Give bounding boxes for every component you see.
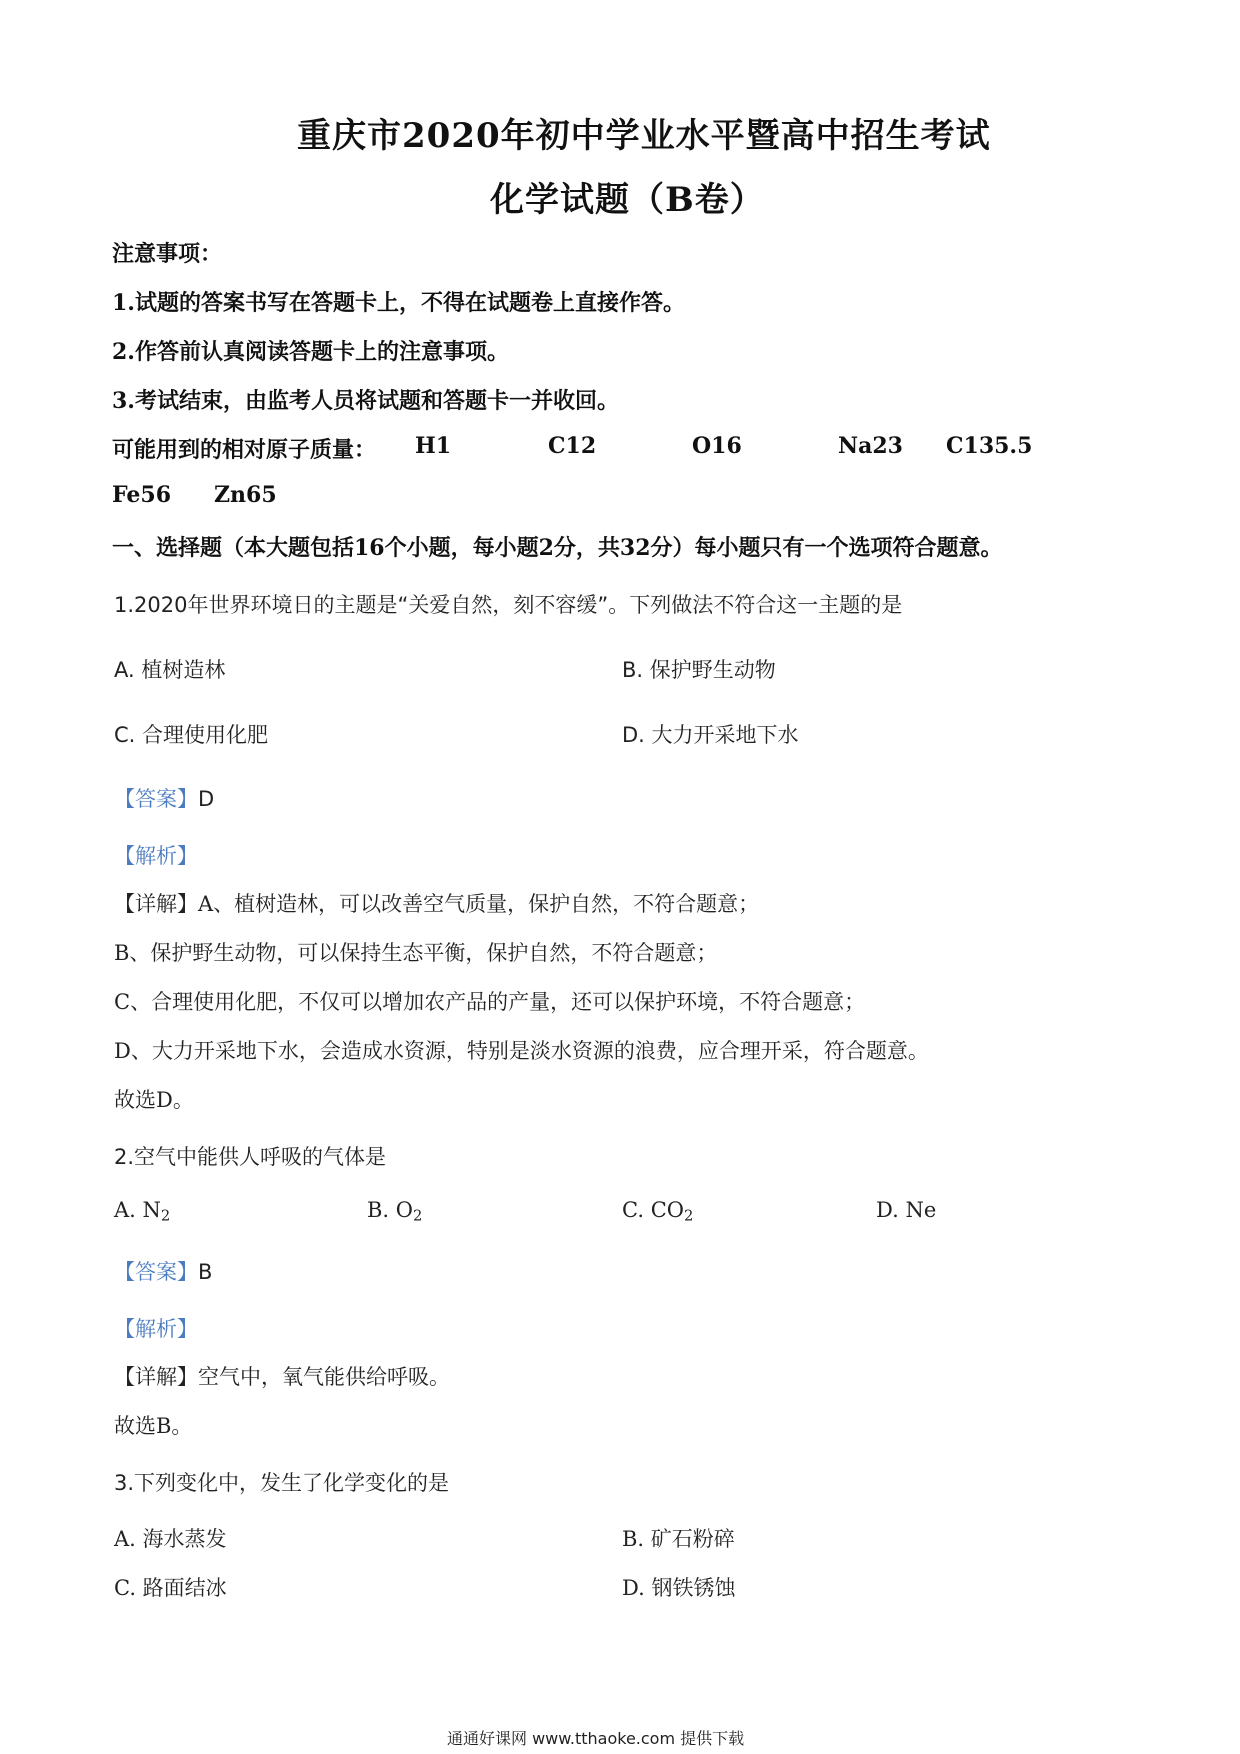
section-heading: 一、选择题（本大题包括16个小题，每小题2分，共32分）每小题只有一个选项符合题意。 — [112, 535, 1003, 561]
question-1-conclusion: 故选D。 — [114, 1088, 194, 1112]
answer-tag: 【答案】 — [114, 1260, 198, 1284]
notes-heading: 注意事项： — [112, 241, 223, 267]
exam-subtitle: 化学试题（B卷） — [490, 180, 765, 220]
question-1-detail-line-2: B、保护野生动物，可以保持生态平衡，保护自然，不符合题意； — [114, 941, 718, 965]
atomic-mass-c: C12 — [548, 433, 597, 459]
question-1-answer — [114, 783, 214, 813]
question-2-stem: 2.空气中能供人呼吸的气体是 — [114, 1145, 387, 1169]
question-1-option-c: C. 合理使用化肥 — [114, 723, 269, 747]
answer-value: B — [198, 1260, 213, 1284]
question-1-detail-line-4: D、大力开采地下水，会造成水资源，特别是淡水资源的浪费，应合理开采，符合题意。 — [114, 1039, 929, 1063]
answer-value: D — [198, 787, 215, 811]
notes-item-3: 3.考试结束，由监考人员将试题和答题卡一并收回。 — [112, 388, 619, 414]
question-3-option-a: A. 海水蒸发 — [114, 1527, 227, 1551]
notes-item-1: 1.试题的答案书写在答题卡上，不得在试题卷上直接作答。 — [112, 290, 685, 316]
detail-tag: 【详解】 — [114, 1365, 198, 1389]
question-1-option-a: A. 植树造林 — [114, 658, 226, 682]
detail-tag: 【详解】 — [114, 892, 198, 916]
atomic-mass-o: O16 — [692, 433, 742, 459]
detail-text: 空气中，氧气能供给呼吸。 — [198, 1365, 450, 1389]
answer-tag: 【答案】 — [114, 787, 198, 811]
question-1-option-d: D. 大力开采地下水 — [622, 723, 799, 747]
question-2-option-d: D. Ne — [876, 1198, 937, 1222]
question-1-analysis-tag: 【解析】 — [114, 844, 198, 868]
question-3-stem: 3.下列变化中，发生了化学变化的是 — [114, 1471, 450, 1495]
atomic-mass-zn: Zn65 — [214, 482, 277, 508]
question-1-detail-line-3: C、合理使用化肥，不仅可以增加农产品的产量，还可以保护环境，不符合题意； — [114, 990, 866, 1014]
question-2-analysis-tag: 【解析】 — [114, 1317, 198, 1341]
question-2-answer — [114, 1256, 212, 1286]
question-2-detail-line-1 — [114, 1361, 450, 1391]
question-1-option-b: B. 保护野生动物 — [622, 658, 776, 682]
question-3-option-d: D. 钢铁锈蚀 — [622, 1576, 736, 1600]
exam-title: 重庆市2020年初中学业水平暨高中招生考试 — [297, 116, 991, 156]
notes-item-2: 2.作答前认真阅读答题卡上的注意事项。 — [112, 339, 509, 365]
question-2-conclusion: 故选B。 — [114, 1414, 193, 1438]
question-2-option-c: C. $CO_2$ — [622, 1198, 694, 1225]
question-1-stem: 1.2020年世界环境日的主题是“关爱自然，刻不容缓”。下列做法不符合这一主题的是 — [114, 593, 903, 617]
question-2-option-b: B. $O_2$ — [367, 1198, 423, 1225]
question-1-detail-line-1 — [114, 888, 759, 918]
question-2-option-a: A. $N_2$ — [114, 1198, 171, 1225]
detail-text: A、植树造林，可以改善空气质量，保护自然，不符合题意； — [198, 892, 760, 916]
atomic-mass-cl: C135.5 — [946, 433, 1033, 459]
atomic-mass-fe: Fe56 — [112, 482, 172, 508]
atomic-mass-label: 可能用到的相对原子质量： — [112, 437, 377, 463]
atomic-mass-na: Na23 — [838, 433, 903, 459]
question-3-option-c: C. 路面结冰 — [114, 1576, 227, 1600]
footer-watermark: 通通好课网 www.tthaoke.com 提供下载 — [447, 1729, 745, 1748]
question-3-option-b: B. 矿石粉碎 — [622, 1527, 735, 1551]
atomic-mass-h: H1 — [415, 433, 452, 459]
